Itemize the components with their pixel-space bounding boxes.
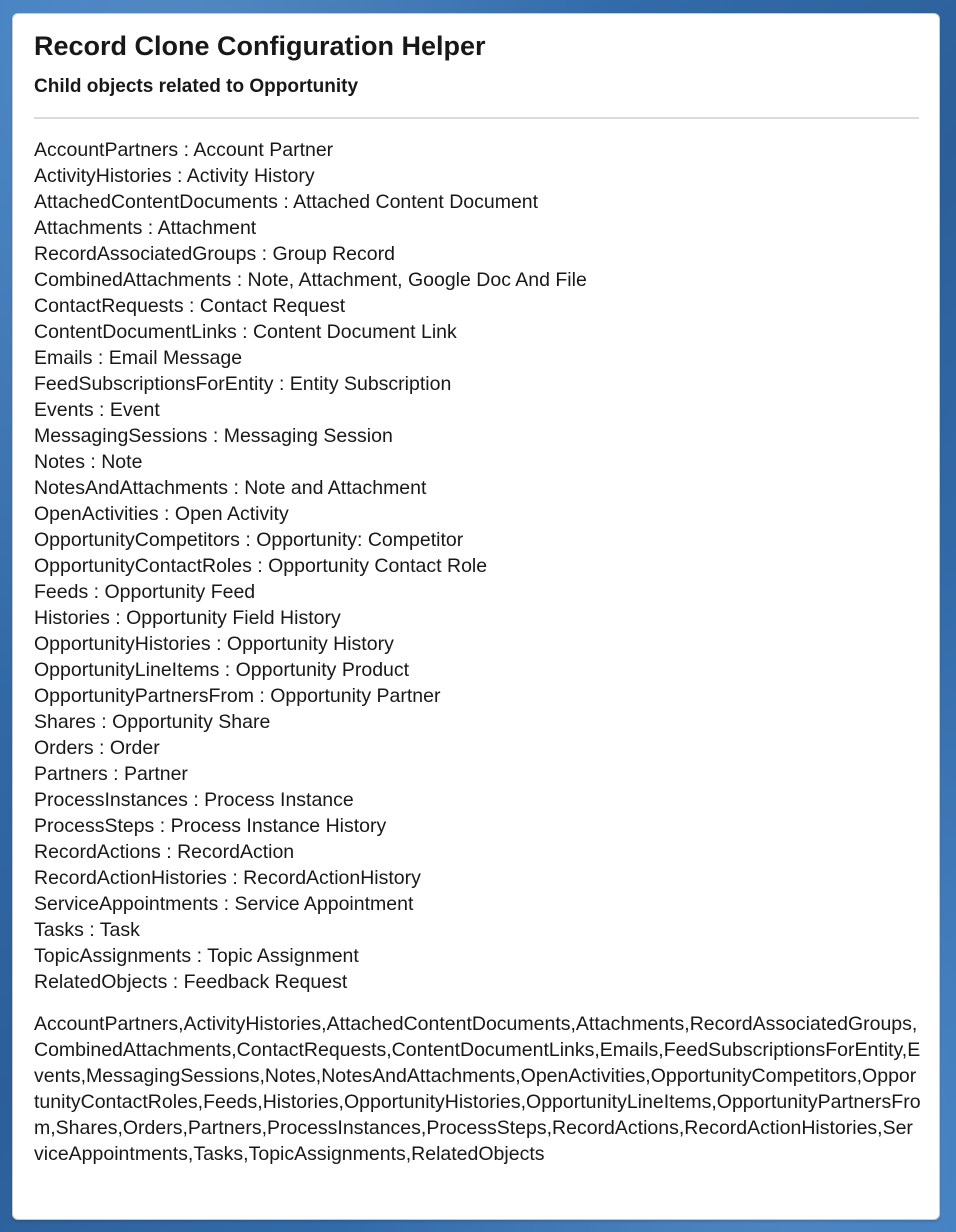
separator: : [158, 503, 175, 525]
child-object-item [34, 761, 919, 787]
separator: : [254, 685, 271, 707]
child-object-item [34, 267, 919, 293]
separator: : [93, 737, 110, 759]
child-object-item [34, 839, 919, 865]
object-label: Open Activity [174, 503, 289, 525]
relationship-name: ContentDocumentLinks [34, 321, 237, 343]
child-object-item [34, 501, 919, 527]
relationship-name: RelatedObjects [34, 971, 168, 993]
relationship-name: TopicAssignments [34, 945, 192, 967]
object-label: Opportunity Product [235, 659, 410, 681]
relationship-name: OpportunityLineItems [34, 659, 220, 681]
object-label: Event [109, 399, 160, 421]
child-object-item [34, 943, 919, 969]
separator: : [92, 347, 109, 369]
relationship-name: CombinedAttachments [34, 269, 232, 291]
child-object-item [34, 579, 919, 605]
child-object-item [34, 631, 919, 657]
relationship-name: RecordActions [34, 841, 161, 863]
relationship-name: OpportunityHistories [34, 633, 211, 655]
object-label: Activity History [186, 165, 315, 187]
relationship-name: RecordAssociatedGroups [34, 243, 257, 265]
child-object-item [34, 475, 919, 501]
object-label: Order [109, 737, 160, 759]
separator: : [191, 945, 208, 967]
child-object-item [34, 397, 919, 423]
separator: : [93, 399, 110, 421]
child-object-item [34, 969, 919, 995]
object-label: Opportunity History [226, 633, 394, 655]
relationship-name: AttachedContentDocuments [34, 191, 278, 213]
object-label: Process Instance [204, 789, 354, 811]
object-label: Messaging Session [223, 425, 393, 447]
relationship-name: Attachments [34, 217, 143, 239]
child-object-item [34, 215, 919, 241]
separator: : [239, 529, 257, 551]
child-object-item [34, 189, 919, 215]
separator: : [84, 451, 102, 473]
child-object-item [34, 813, 919, 839]
object-label: Opportunity Feed [104, 581, 256, 603]
separator: : [95, 711, 113, 733]
relationship-name: AccountPartners [34, 139, 179, 161]
object-label: Opportunity: Competitor [256, 529, 464, 551]
separator: : [160, 841, 178, 863]
child-object-item [34, 683, 919, 709]
separator: : [218, 893, 235, 915]
child-object-item [34, 735, 919, 761]
child-object-item [34, 605, 919, 631]
object-label: Service Appointment [234, 893, 414, 915]
separator: : [228, 477, 245, 499]
relationship-name: ContactRequests [34, 295, 184, 317]
separator: : [207, 425, 224, 447]
object-label: Account Partner [193, 139, 334, 161]
child-object-item [34, 917, 919, 943]
child-object-item [34, 449, 919, 475]
object-label: Email Message [108, 347, 243, 369]
child-object-list [34, 137, 919, 995]
relationship-name: MessagingSessions [34, 425, 208, 447]
separator: : [251, 555, 269, 577]
object-label: Partner [123, 763, 188, 785]
separator: : [226, 867, 244, 889]
separator: : [167, 971, 184, 993]
api-names-string[interactable]: AccountPartners,ActivityHistories,AttachedContentDocuments,Attachments,RecordAssociatedGroups,CombinedAttachments,ContactRequests,ContentDocumentLinks,Emails,FeedSubscriptionsForEntity,Events,MessagingSessions,Notes,NotesAndAttachments,OpenActivities,OpportunityCompetitors,OpportunityContactRoles,Feeds,Histories,OpportunityHistories,OpportunityLineItems,OpportunityPartnersFrom,Shares,Orders,Partners,ProcessInstances,ProcessSteps,RecordActions,RecordActionHistories,ServiceAppointments,Tasks,TopicAssignments,RelatedObjects [34, 1013, 921, 1165]
relationship-name: Emails [34, 347, 93, 369]
child-object-item [34, 423, 919, 449]
object-label: RecordAction [177, 841, 295, 863]
child-object-item [34, 319, 919, 345]
object-label: RecordActionHistory [243, 867, 421, 889]
object-label: Entity Subscription [289, 373, 452, 395]
relationship-name: ProcessInstances [34, 789, 188, 811]
child-object-item [34, 293, 919, 319]
relationship-name: Feeds [34, 581, 89, 603]
relationship-name: ProcessSteps [34, 815, 155, 837]
separator: : [183, 295, 200, 317]
object-label: Contact Request [199, 295, 346, 317]
separator: : [219, 659, 236, 681]
separator: : [178, 139, 194, 161]
relationship-name: ServiceAppointments [34, 893, 219, 915]
child-object-item [34, 787, 919, 813]
relationship-name: NotesAndAttachments [34, 477, 229, 499]
relationship-name: OpenActivities [34, 503, 159, 525]
page-subtitle: Child objects related to Opportunity [34, 76, 359, 97]
relationship-name: Orders [34, 737, 94, 759]
child-object-item [34, 891, 919, 917]
relationship-name: Histories [34, 607, 110, 629]
object-label: Opportunity Share [112, 711, 271, 733]
object-label: Note, Attachment, Google Doc And File [247, 269, 587, 291]
object-label: Group Record [272, 243, 395, 265]
relationship-name: RecordActionHistories [34, 867, 227, 889]
separator: : [277, 191, 294, 213]
object-label: Opportunity Field History [126, 607, 341, 629]
child-object-item [34, 553, 919, 579]
child-object-item [34, 865, 919, 891]
object-label: Task [99, 919, 140, 941]
object-label: Topic Assignment [207, 945, 359, 967]
child-object-item [34, 709, 919, 735]
child-object-item [34, 241, 919, 267]
object-label: Note [101, 451, 143, 473]
separator: : [231, 269, 248, 291]
child-object-item [34, 137, 919, 163]
child-object-item [34, 371, 919, 397]
separator: : [273, 373, 290, 395]
separator: : [256, 243, 273, 265]
separator: : [210, 633, 227, 655]
separator: : [236, 321, 253, 343]
page-title: Record Clone Configuration Helper [34, 31, 486, 61]
relationship-name: OpportunityCompetitors [34, 529, 240, 551]
object-label: Opportunity Contact Role [268, 555, 488, 577]
relationship-name: OpportunityContactRoles [34, 555, 252, 577]
relationship-name: Partners [34, 763, 108, 785]
relationship-name: Notes [34, 451, 85, 473]
child-object-item [34, 657, 919, 683]
object-label: Process Instance History [170, 815, 387, 837]
separator: : [107, 763, 124, 785]
object-label: Feedback Request [183, 971, 348, 993]
relationship-name: OpportunityPartnersFrom [34, 685, 254, 707]
relationship-name: Tasks [34, 919, 84, 941]
relationship-name: Shares [34, 711, 96, 733]
object-label: Opportunity Partner [270, 685, 441, 707]
divider [34, 117, 919, 119]
child-object-item [34, 345, 919, 371]
separator: : [154, 815, 171, 837]
separator: : [171, 165, 187, 187]
relationship-name: FeedSubscriptionsForEntity [34, 373, 274, 395]
object-label: Content Document Link [252, 321, 457, 343]
separator: : [187, 789, 205, 811]
separator: : [142, 217, 158, 239]
object-label: Attachment [157, 217, 257, 239]
separator: : [88, 581, 105, 603]
separator: : [83, 919, 100, 941]
child-object-item [34, 527, 919, 553]
separator: : [109, 607, 127, 629]
object-label: Attached Content Document [293, 191, 539, 213]
object-label: Note and Attachment [244, 477, 427, 499]
child-object-item [34, 163, 919, 189]
helper-card [12, 13, 940, 1220]
relationship-name: ActivityHistories [34, 165, 172, 187]
relationship-name: Events [34, 399, 94, 421]
